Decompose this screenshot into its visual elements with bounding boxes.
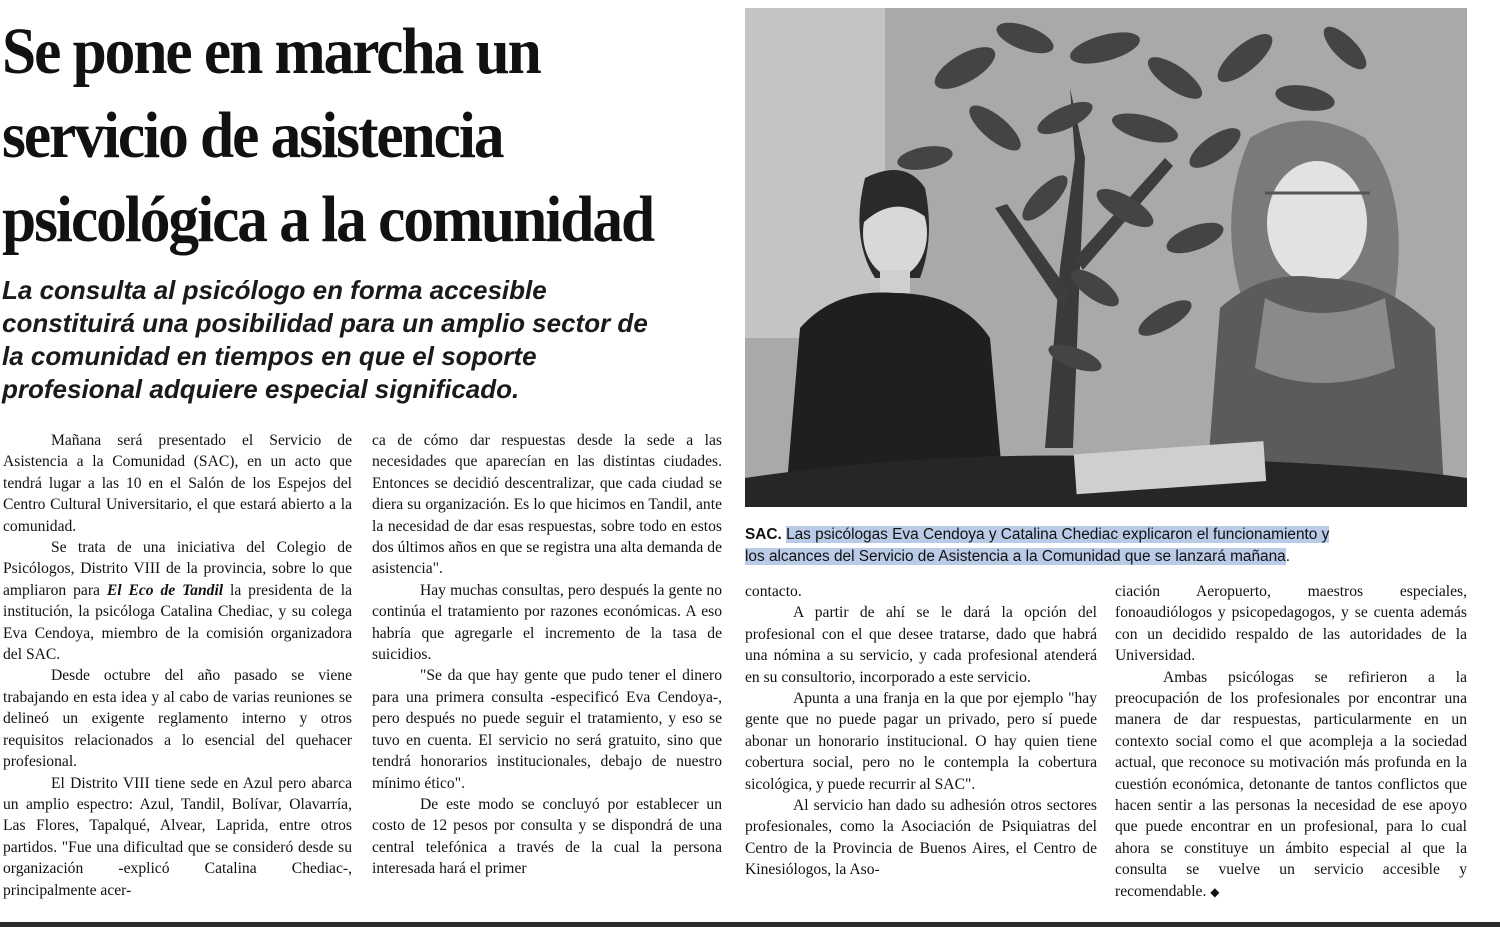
paragraph: contacto. [745, 583, 802, 600]
paragraph: ca de cómo dar respuestas desde la sede a las necesidades que aparecían en las distintas ciudades. Entonces se decidió descentralizar, que cada ciudad se diera su organización. Es lo que hicimos en Tandil, ante la necesidad de dar esas respuestas, sobre todo en estos dos últimos años en que se registra una alta demanda de asistencia". [372, 432, 722, 578]
article-column-4 [1115, 581, 1467, 903]
paragraph-text: Se trata de una iniciativa del Colegio de Psicólogos, Distrito VIII de la provincia, sobre lo que ampliaron para [3, 539, 352, 599]
photo-two-women-plant-icon [745, 8, 1467, 507]
page-bottom-edge [0, 922, 1500, 927]
article-column-1 [3, 430, 352, 901]
subheadline [2, 274, 742, 406]
caption-end: . [1285, 548, 1290, 565]
paragraph: A partir de ahí se le dará la opción del profesional con el que desee tratarse, dado que habrá una nómina a su servicio, y cada profesional atenderá en su consultorio, incorporado a este servicio. [745, 604, 1097, 686]
newspaper-name: El Eco de Tandil [106, 581, 224, 599]
photo-caption [745, 524, 1467, 568]
headline-line-1: Se pone en marcha un [2, 15, 540, 88]
subheadline-line-2: constituirá una posibilidad para un amplio sector de [2, 308, 648, 338]
subheadline-line-4: profesional adquiere especial significado. [2, 374, 520, 404]
headline [2, 10, 686, 262]
paragraph-text: Ambas psicólogas se refirieron a la preocupación de los profesionales por encontrar una manera de dar respuestas, particularmente en un contexto social como el que acompleja a la sociedad actual, que reconoce su motivación más profunda en la cuestión económica, detonante de tantos conflictos que hacen sentir a las personas la necesidad de ese apoyo que puede encontrar en un profesional, para lo cual ahora se constituye un ámbito especial al que la consulta se vuelve un servicio accesible y recomendable. [1115, 668, 1467, 900]
caption-text-1: Las psicólogas Eva Cendoya y Catalina Chediac explicaron el funcionamiento y [786, 526, 1330, 543]
subheadline-line-3: la comunidad en tiempos en que el soporte [2, 341, 537, 371]
paragraph: Desde octubre del año pasado se viene trabajando en esta idea y al cabo de varias reuniones se delineó un exigente reglamento interno y otros requisitos relacionados a lo esencial del quehacer profesional. [3, 667, 352, 771]
paragraph [1115, 667, 1467, 903]
headline-line-2: servicio de asistencia [2, 99, 503, 172]
paragraph: Mañana será presentado el Servicio de Asistencia a la Comunidad (SAC), en un acto que tendrá lugar a las 10 en el Salón de los Espejos del Centro Cultural Universitario, el que estará abierto a la comunidad. [3, 432, 352, 535]
paragraph [3, 537, 352, 665]
article-photo [745, 8, 1467, 507]
paragraph-text: la presidenta de la institución, la psicóloga Catalina Chediac, y su colega Eva Cendoya, miembro de la comisión organizadora del SAC. [3, 581, 352, 664]
article-column-2 [372, 430, 722, 880]
caption-text-2: los alcances del Servicio de Asistencia a la Comunidad que se lanzará mañana [745, 548, 1286, 565]
paragraph: De este modo se concluyó por establecer un costo de 12 pesos por consulta y se dispondrá de una central telefónica a través de la cual la persona interesada hará el primer [372, 795, 722, 878]
paragraph: ciación Aeropuerto, maestros especiales, fonoaudiólogos y psicopedagogos, y se cuenta además con un decidido respaldo de las autoridades de la Universidad. [1115, 583, 1467, 665]
headline-line-3: psicológica a la comunidad [2, 183, 654, 256]
paragraph: Hay muchas consultas, pero después la gente no continúa el tratamiento por razones económicas. A eso habría que agregarle el incremento de la tasa de suicidios. [372, 581, 722, 664]
caption-line-2 [745, 546, 1467, 568]
caption-line-1 [745, 524, 1467, 546]
paragraph: El Distrito VIII tiene sede en Azul pero abarca un amplio espectro: Azul, Tandil, Bolívar, Olavarría, Las Flores, Tapalqué, Alvear, Laprida, entre otros partidos. "Fue una dificultad que se consideró desde su organización -explicó Catalina Chediac-, principalmente acer- [3, 774, 352, 899]
subheadline-line-1: La consulta al psicólogo en forma accesible [2, 275, 547, 305]
paragraph: Apunta a una franja en la que por ejemplo "hay gente que no puede pagar un privado, pero sí puede abonar un honorario institucional. O hay quien tiene cobertura social, pero no le contempla la cobertura sicológica, y puede recurrir al SAC". [745, 690, 1097, 793]
article-column-3 [745, 581, 1097, 881]
end-mark-icon: ◆ [1210, 884, 1220, 899]
paragraph: Al servicio han dado su adhesión otros sectores profesionales, como la Asociación de Psiquiatras del Centro de la Provincia de Buenos Aires, el Centro de Kinesiólogos, la Aso- [745, 797, 1097, 879]
caption-label: SAC. [745, 526, 782, 543]
paragraph: "Se da que hay gente que pudo tener el dinero para una primera consulta -especificó Eva Cendoya-, pero después no puede seguir el tratamiento, y eso se tuvo en cuenta. El servicio no será gratuito, sino que tendrá honorarios institucionales, debajo de nuestro mínimo ético". [372, 667, 722, 792]
